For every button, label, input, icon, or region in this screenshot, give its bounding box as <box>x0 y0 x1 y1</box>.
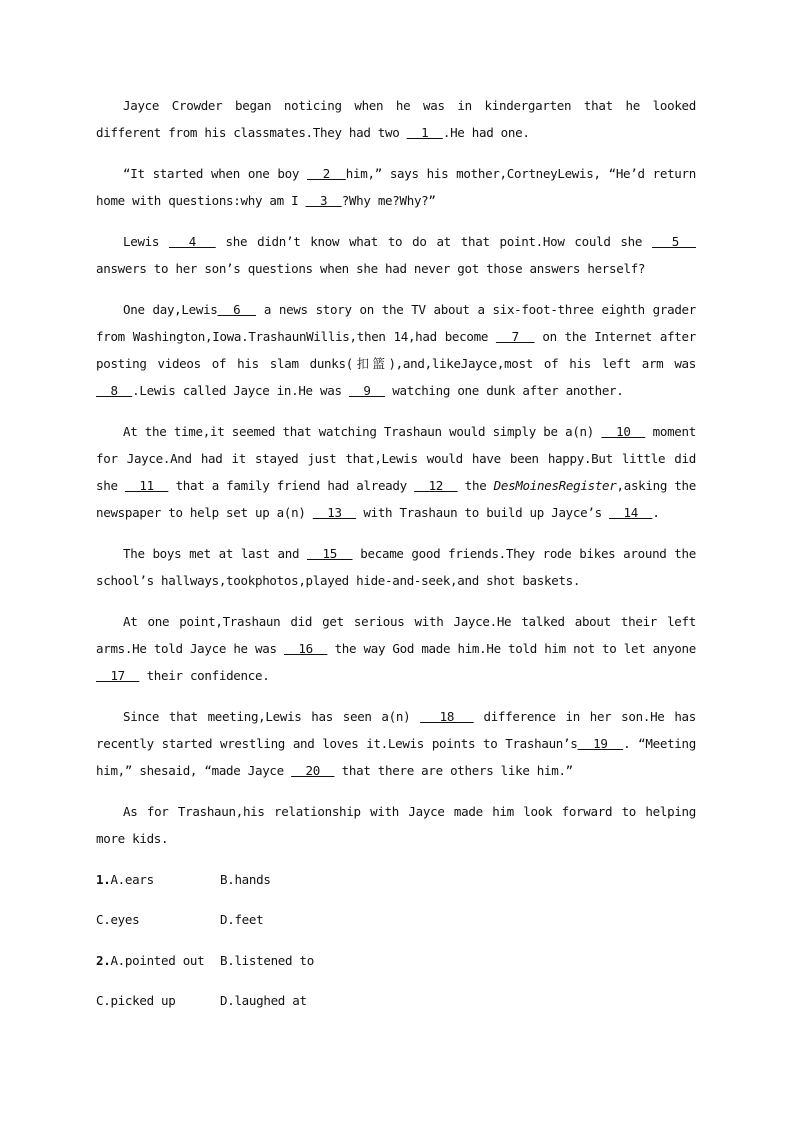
blank-13: 13 <box>312 505 357 520</box>
question-2-option-d[interactable]: D.laughed at <box>220 993 307 1008</box>
question-2-option-a[interactable]: 2.A.pointed out <box>96 953 205 968</box>
blank-1: 1 <box>406 125 443 140</box>
blank-3: 3 <box>305 193 342 208</box>
question-1-number: 1. <box>96 872 111 887</box>
blank-14: 14 <box>609 505 653 520</box>
paragraph-1: Jayce Crowder began noticing when he was in kindergarten that he looked different from his classmates.They had two 1 .He had one. <box>96 98 696 140</box>
newspaper-name: DesMoinesRegister <box>493 478 617 493</box>
question-1-row-2 <box>96 910 696 930</box>
paragraph-6: The boys met at last and 15 became good friends.They rode bikes around the school’s hallways,tookphotos,played hide-and-seek,and shot baskets. <box>96 546 696 588</box>
paragraph-9: As for Trashaun,his relationship with Jayce made him look forward to helping more kids. <box>96 804 696 846</box>
paragraph-3: Lewis 4 she didn’t know what to do at that point.How could she 5 answers to her son’s questions when she had never got those answers herself? <box>96 234 697 276</box>
question-2-row-1 <box>96 951 696 971</box>
question-2-option-b[interactable]: B.listened to <box>220 953 314 968</box>
blank-18: 18 <box>420 709 474 724</box>
question-2-row-2 <box>96 991 696 1011</box>
blank-2: 2 <box>306 166 346 181</box>
paragraph-8: Since that meeting,Lewis has seen a(n) 18 difference in her son.He has recently started wrestling and loves it.Lewis points to Trashaun’s 19 . “Meeting him,” shesaid, “made Jayce 20 that there are others like him.” <box>96 709 696 778</box>
question-1-option-b[interactable]: B.hands <box>220 872 271 887</box>
blank-11: 11 <box>124 478 169 493</box>
question-1-option-d[interactable]: D.feet <box>220 912 264 927</box>
blank-5: 5 <box>651 234 697 249</box>
question-2-number: 2. <box>96 953 111 968</box>
paragraph-5: At the time,it seemed that watching Trashaun would simply be a(n) 10 moment for Jayce.And had it stayed just that,Lewis would have been happy.But little did she 11 that a family friend had already 12 the DesMoinesRegister,asking the newspaper to help set up a(n) 13 with Trashaun to build up Jayce’s 14 . <box>96 424 696 520</box>
blank-7: 7 <box>495 329 535 344</box>
question-1-option-c[interactable]: C.eyes <box>96 912 140 927</box>
question-1-option-a[interactable]: 1.A.ears <box>96 872 154 887</box>
paragraph-2: “It started when one boy 2 him,” says his mother,CortneyLewis, “He’d return home with questions:why am I 3 ?Why me?Why?” <box>96 166 696 208</box>
blank-8: 8 <box>96 383 133 398</box>
blank-10: 10 <box>601 424 646 439</box>
blank-19: 19 <box>577 736 624 751</box>
question-1-row-1 <box>96 870 696 890</box>
blank-9: 9 <box>348 383 386 398</box>
blank-16: 16 <box>283 641 328 656</box>
blank-6: 6 <box>217 302 257 317</box>
blank-17: 17 <box>96 668 140 683</box>
blank-15: 15 <box>306 546 353 561</box>
blank-4: 4 <box>169 234 216 249</box>
blank-20: 20 <box>291 763 335 778</box>
question-2-option-c[interactable]: C.picked up <box>96 993 176 1008</box>
paragraph-4: One day,Lewis 6 a news story on the TV about a six-foot-three eighth grader from Washington,Iowa.TrashaunWillis,then 14,had become 7 on the Internet after posting videos of his slam dunks(扣篮),and,likeJayce,most of his left arm was 8 .Lewis called Jayce in.He was 9 watching one dunk after another. <box>96 302 696 398</box>
blank-12: 12 <box>414 478 458 493</box>
paragraph-7: At one point,Trashaun did get serious with Jayce.He talked about their left arms.He told Jayce he was 16 the way God made him.He told him not to let anyone 17 their confidence. <box>96 614 696 683</box>
